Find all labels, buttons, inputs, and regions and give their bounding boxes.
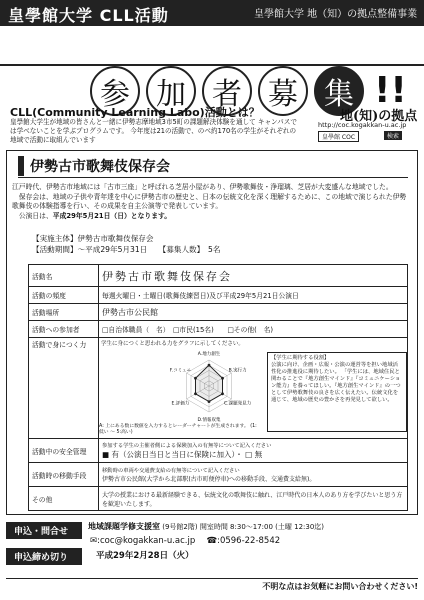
form-label: 活動名 [29, 265, 99, 287]
mail-icon: ✉ [90, 536, 98, 546]
contact-office [88, 521, 324, 532]
radar-point [194, 392, 197, 395]
form-value-place: 伊勢古市公民館 [99, 304, 408, 321]
perf-prefix: 公演日は、 [18, 211, 53, 220]
radar-point [208, 400, 211, 403]
form-value-participants: □自治体職員（ 名） □市民(15名) □その他( 名) [99, 321, 408, 338]
expect-body: 公演に向け、企画・広報・公演の運営等を担い地域活性化の推進役に期待したい。 「学生には、地域住民と関わることで『地方創生マインド』『コミュニケーション能力』を養ってほしい。『地方創生マインド』の一つとして伊勢歌舞伎の良さを広く伝えたい。伝統文化を通じて、地域の歴史の豊かさを再発見して欲しい。 [271, 362, 401, 403]
inquiry-note: 不明な点はお気軽にお問い合わせください! [6, 578, 418, 592]
header-org: 皇學館大学 地（知）の拠点整備事業 [254, 9, 418, 20]
activity-title-rule [18, 177, 408, 178]
apply-label: 申込・問合せ [6, 522, 82, 539]
form-value-frequency: 毎週火曜日・土曜日(歌舞伎練習日)及び平成29年5月21日公演日 [99, 287, 408, 304]
radar-point [194, 377, 197, 380]
intro-title: CLL(Community Learning Labo)活動とは？ [10, 106, 260, 119]
move-caption: 移動時の車両や交通費支給の有無等について記入ください [102, 468, 240, 474]
form-label: 活動場所 [29, 304, 99, 321]
activity-recruit: 【募集人数】 5名 [162, 245, 221, 254]
headline-char: 者 [202, 66, 252, 116]
safety-caption: 参加する学生の主催者側による保険加入の有無等について記入ください [102, 443, 272, 449]
radar-axis-label: E.評価力 [171, 401, 190, 407]
activity-meta [32, 233, 220, 255]
activity-title: 伊勢古市歌舞伎保存会 [18, 156, 218, 176]
radar-point [221, 392, 224, 395]
activity-description [12, 183, 412, 221]
search-button[interactable]: 検索 [384, 131, 402, 140]
safety-value: ■ 有（公演日当日と当日に保険に加入）・ □ 無 [102, 450, 263, 459]
contact-tel[interactable]: 0596-22-8542 [219, 536, 281, 546]
form-label: 活動で身につく力 [29, 338, 99, 439]
phone-icon: ☎ [206, 536, 218, 546]
radar-axis-label: F.コミュニ [169, 368, 192, 374]
radar-point [221, 377, 224, 380]
headline-band [0, 26, 424, 112]
activity-period: 【活動期間】～平成29年5月31日 [32, 245, 148, 254]
header-bar [0, 0, 424, 26]
headline-char: 募 [258, 66, 308, 116]
header-title: 皇學館大学 CLL活動 [8, 6, 169, 25]
skills-area [99, 338, 407, 438]
radar-axis-label: B.実行力 [228, 368, 247, 374]
headline-char: 加 [146, 66, 196, 116]
logo-url[interactable]: http://coc.kogakkan-u.ac.jp [318, 121, 407, 129]
form-label: その他 [29, 487, 99, 511]
contact-email[interactable]: coc@kogakkan-u.ac.jp [100, 536, 196, 546]
radar-axis-label: C.課題発見力 [224, 401, 252, 407]
form-value-other: 大学の授業における最新経験できる、伝統文化の歌舞伎に触れ、江戸時代の日本人のあり方を学びたいと思う方を歓迎いたします。 [99, 487, 408, 511]
activity-desc-2: 保存会は、地域の子供や青年達を中心に伊勢古市の歴史と、日本の伝統文化を深く理解するために、この地域で演じられた伊勢歌舞伎の体験指導を行い、その成果を自主公演等で発表しています。 [12, 192, 407, 210]
contact-details: ✉:coc@kogakkan-u.ac.jp ☎:0596-22-8542 [90, 536, 281, 546]
activity-desc-1: 江戸時代、伊勢古市地域には「古市三座」と呼ばれる芝居小屋があり、伊勢歌舞伎・浄瑠璃、芝居が大変盛んな地域でした。 [12, 183, 393, 191]
skills-note: A: 上にある数に数値を入力するとレーダーチャートが生成されます。 (1:低い ～ 5:高い) [99, 424, 257, 435]
skills-caption: 学生に身につくと思われる力をグラフに示してください。 [101, 341, 244, 347]
student-expectation-box [267, 352, 407, 432]
logo-badge: 皇學館 COC [318, 131, 359, 142]
expect-title: 【学生に期待する役割】 [271, 355, 330, 361]
contact-hours: (9号館2階) 開室時間 8:30～17:00 (土曜 12:30迄) [162, 523, 325, 531]
headline-char: 集 [314, 66, 364, 116]
headline-char: 参 [90, 66, 140, 116]
coc-logo[interactable] [310, 103, 418, 143]
deadline-label: 申込締め切り [6, 548, 82, 565]
move-value: 伊勢古市公民館(大学から北部駅(古市町便停車)への移動手段、交通費支給無)。 [102, 476, 316, 483]
activity-form [28, 264, 408, 511]
logo-label: 地(知)の拠点 [340, 109, 418, 124]
perf-date: 平成29年5月21日（日）となります。 [52, 211, 172, 220]
contact-org: 地域課題学修支援室 [88, 522, 160, 531]
form-label: 活動時の移動手段 [29, 463, 99, 487]
radar-axis-label: D.情報収集 [197, 418, 221, 423]
form-label: 活動の頻度 [29, 287, 99, 304]
form-label: 活動中の安全管理 [29, 439, 99, 463]
form-value-name: 伊勢古市歌舞伎保存会 [99, 265, 408, 287]
activity-host: 【実施主体】伊勢古市歌舞伎保存会 [32, 234, 154, 243]
deadline-date: 平成29年2月28日（火） [96, 551, 194, 561]
headline-exclaim: !! [374, 70, 407, 111]
radar-axis-label: A.地力創生 [197, 352, 221, 357]
intro-body: 皇學館大学生が地域の皆さんと一緒に伊勢志摩地域3市5町の課題解決体験を通して キャンパスでは学べないことを学ぶプログラムです。 今年度は21の活動で、のべ約170名の学生がそれぞれの地域で活動に取組んでいます [10, 118, 297, 144]
form-label: 活動への参加者 [29, 321, 99, 338]
skills-radar-chart [159, 346, 259, 424]
radar-point [208, 364, 211, 367]
